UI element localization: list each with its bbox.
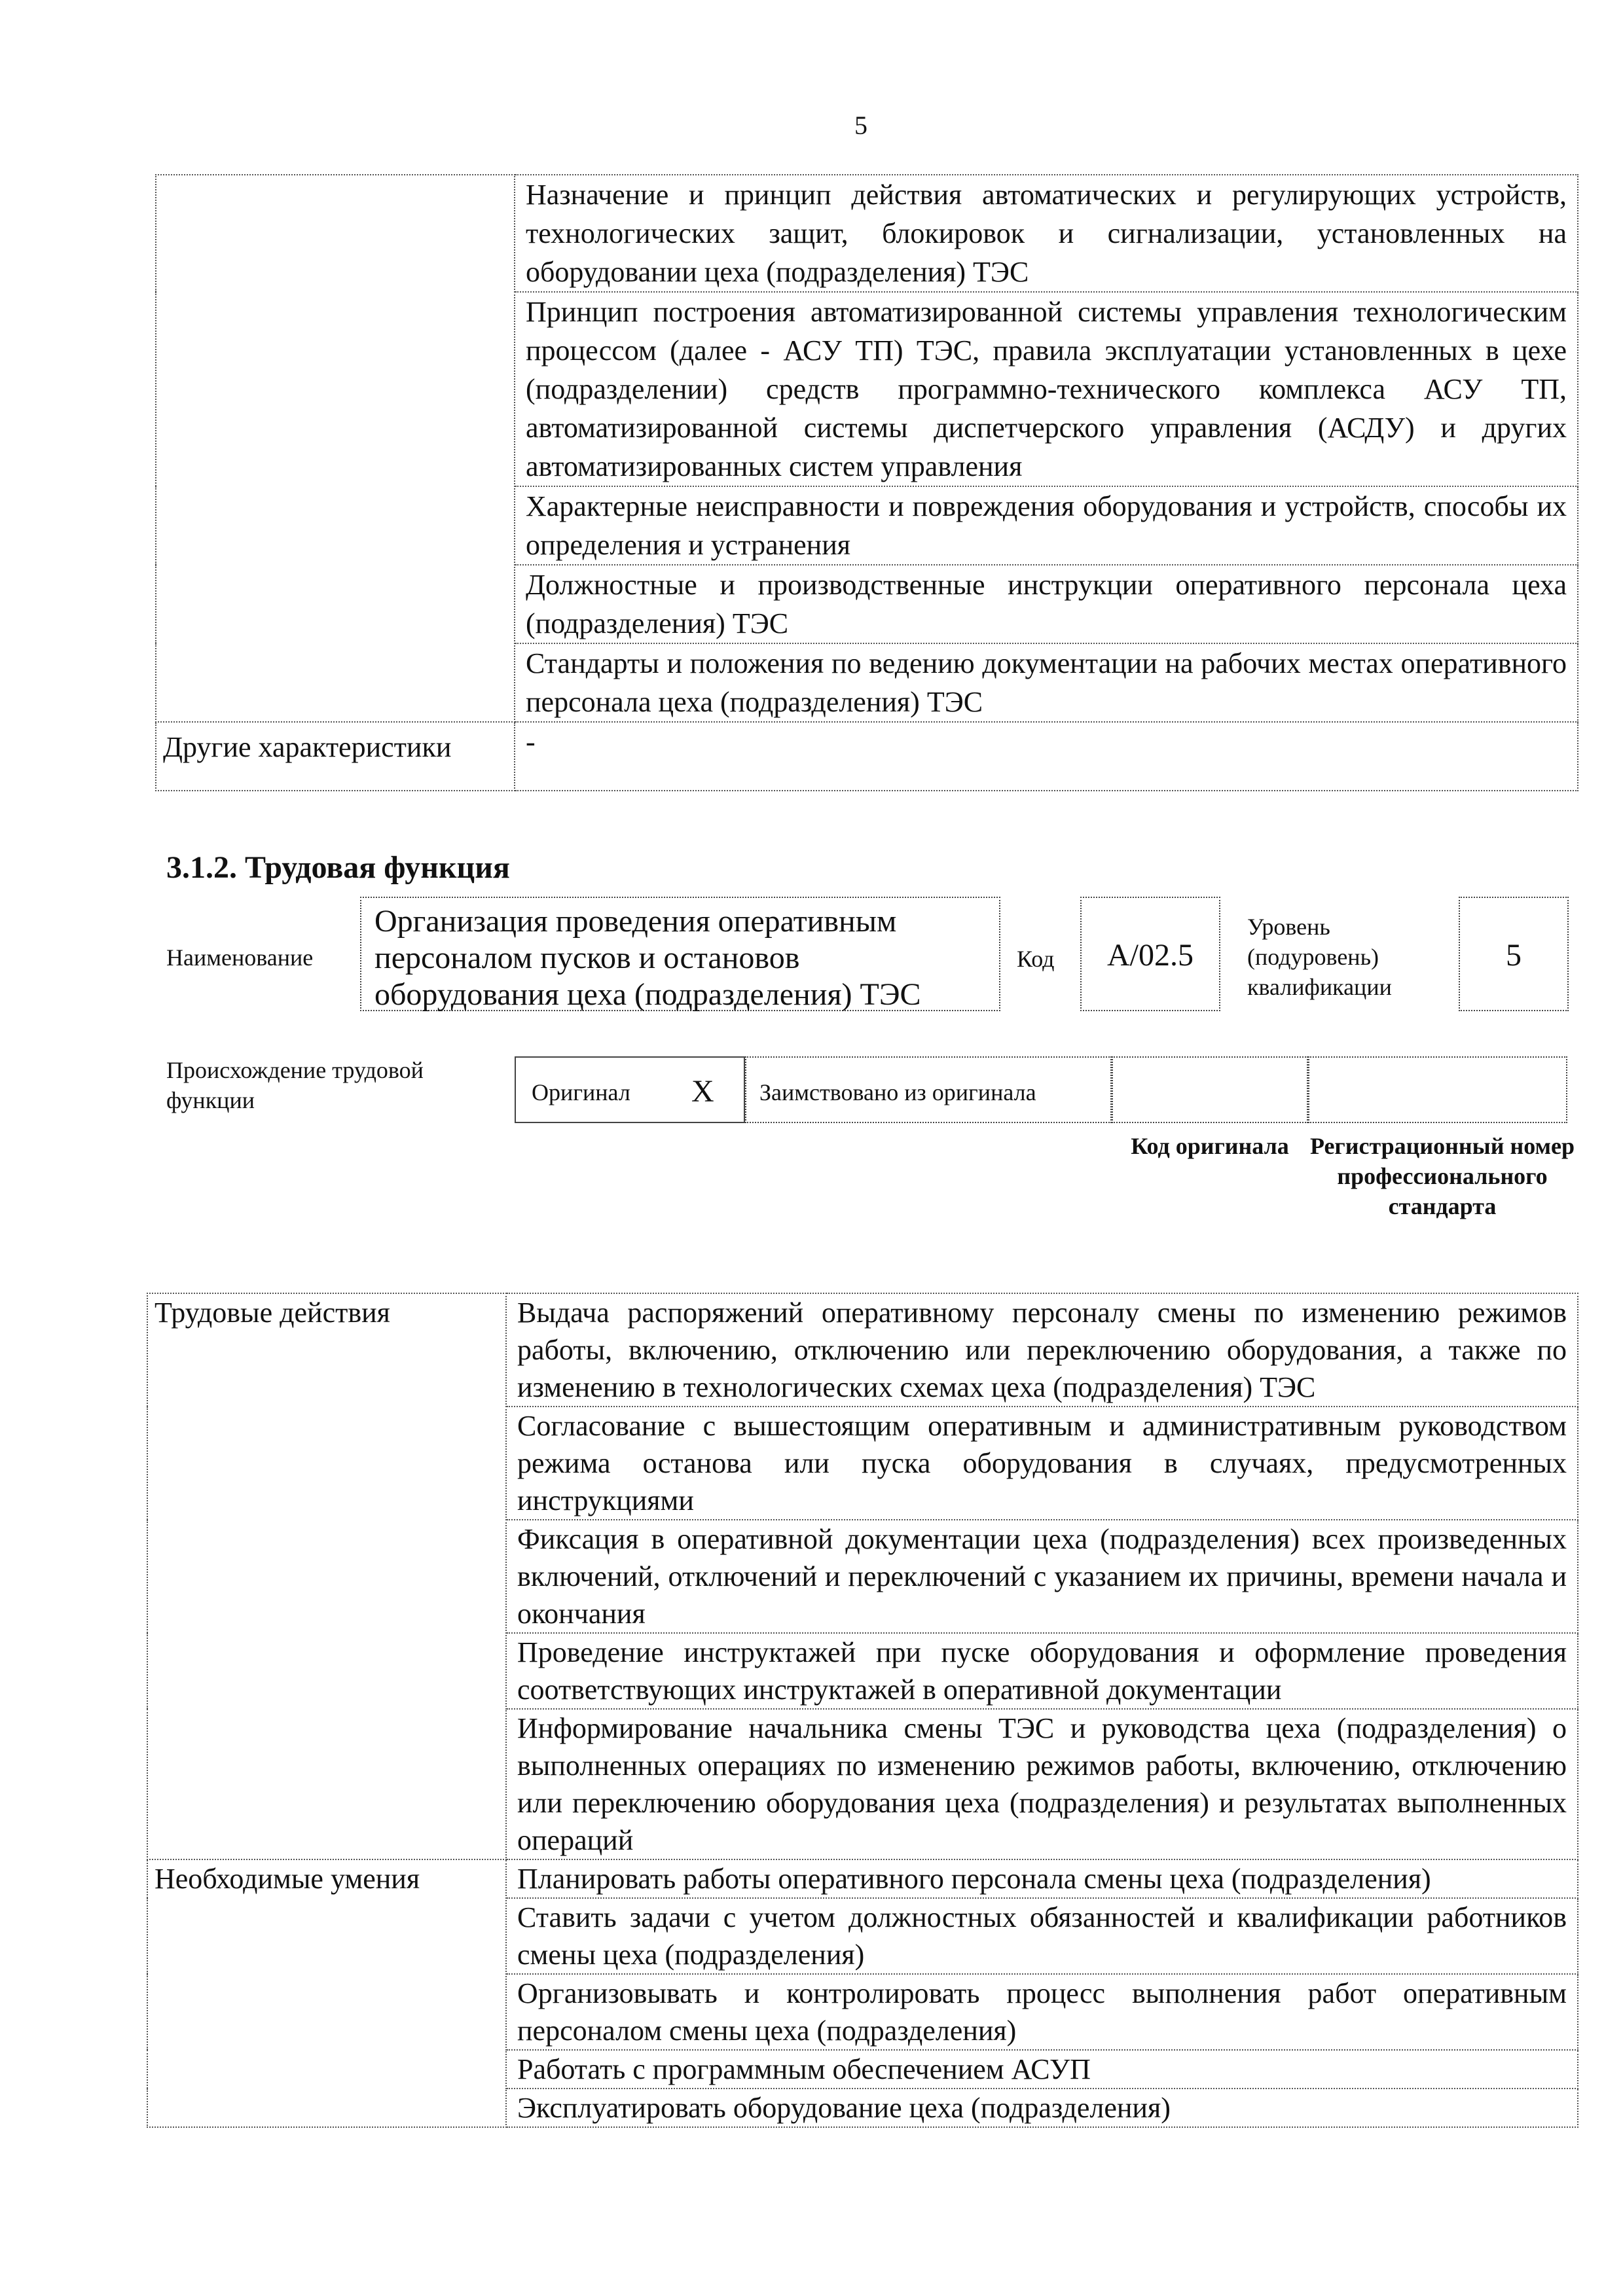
borrowed-cell bbox=[745, 1056, 1112, 1123]
name-box bbox=[360, 897, 1000, 1011]
labor-action-item: Согласование с вышестоящим оперативным и административным руководством режима останова или пуска оборудования в случаях, предусмотренных инструкциями bbox=[506, 1407, 1578, 1520]
actions-skills-table bbox=[147, 1293, 1578, 2128]
other-characteristics-label: Другие характеристики bbox=[156, 722, 515, 791]
skill-item: Ставить задачи с учетом должностных обязанностей и квалификации работников смены цеха (подразделения) bbox=[506, 1898, 1578, 1974]
required-skills-label: Необходимые умения bbox=[147, 1859, 506, 2127]
level-box bbox=[1459, 897, 1569, 1011]
original-mark: X bbox=[691, 1074, 714, 1109]
skill-item: Эксплуатировать оборудование цеха (подразделения) bbox=[506, 2089, 1578, 2127]
borrowed-label: Заимствовано из оригинала bbox=[759, 1079, 1036, 1105]
registration-number-caption: Регистрационный номер профессионального стандарта bbox=[1309, 1133, 1575, 1219]
labor-action-item: Информирование начальника смены ТЭС и руководства цеха (подразделения) о выполненных операциях по изменению режимов работы, включению, отключению или переключению оборудования цеха (подразделения) и результатах выполненных операций bbox=[506, 1709, 1578, 1859]
knowledge-item: Стандарты и положения по ведению документации на рабочих местах оперативного персонала цеха (подразделения) ТЭС bbox=[515, 643, 1578, 722]
code-value: А/02.5 bbox=[1107, 938, 1194, 973]
level-label: Уровень (подуровень) квалификации bbox=[1247, 914, 1392, 1000]
knowledge-table bbox=[155, 174, 1578, 791]
page-number: 5 bbox=[854, 111, 867, 140]
level-value: 5 bbox=[1506, 938, 1522, 973]
name-label: Наименование bbox=[166, 944, 314, 971]
section-title: 3.1.2. Трудовая функция bbox=[166, 850, 510, 885]
labor-action-item: Выдача распоряжений оперативному персоналу смены по изменению режимов работы, включению, отключению или переключению оборудования, а также по изменению в технологических схемах цеха (подразделения) ТЭС bbox=[506, 1293, 1578, 1407]
original-cell bbox=[515, 1056, 745, 1123]
skill-item: Организовывать и контролировать процесс выполнения работ оперативным персоналом смены цеха (подразделения) bbox=[506, 1974, 1578, 2050]
labor-action-item: Фиксация в оперативной документации цеха (подразделения) всех произведенных включений, отключений и переключений с указанием их причины, времени начала и окончания bbox=[506, 1520, 1578, 1633]
knowledge-label-cell bbox=[156, 175, 515, 722]
knowledge-item: Принцип построения автоматизированной системы управления технологическим процессом (далее - АСУ ТП) ТЭС, правила эксплуатации установленных в цехе (подразделении) средств программно-технического комплекса АСУ ТП, автоматизированной системы диспетчерского управления (АСДУ) и других автоматизированных систем управления bbox=[515, 292, 1578, 486]
origin-label: Происхождение трудовой функции bbox=[166, 1057, 424, 1113]
function-name: Организация проведения оперативным персоналом пусков и остановов оборудования цеха (подразделения) ТЭС bbox=[374, 904, 921, 1012]
labor-actions-label: Трудовые действия bbox=[147, 1293, 506, 1859]
skill-item: Планировать работы оперативного персонала смены цеха (подразделения) bbox=[506, 1859, 1578, 1898]
registration-number-cell bbox=[1308, 1056, 1567, 1123]
original-code-caption: Код оригинала bbox=[1131, 1133, 1289, 1159]
knowledge-item: Назначение и принцип действия автоматических и регулирующих устройств, технологических защит, блокировок и сигнализации, установленных на оборудовании цеха (подразделения) ТЭС bbox=[515, 175, 1578, 292]
other-characteristics-value: - bbox=[515, 722, 1578, 791]
code-box bbox=[1080, 897, 1220, 1011]
knowledge-item: Должностные и производственные инструкции оперативного персонала цеха (подразделения) ТЭС bbox=[515, 565, 1578, 643]
labor-action-item: Проведение инструктажей при пуске оборудования и оформление проведения соответствующих инструктажей в оперативной документации bbox=[506, 1633, 1578, 1709]
code-label: Код bbox=[1017, 946, 1055, 972]
skill-item: Работать с программным обеспечением АСУП bbox=[506, 2050, 1578, 2089]
original-code-cell bbox=[1112, 1056, 1308, 1123]
knowledge-item: Характерные неисправности и повреждения оборудования и устройств, способы их определения и устранения bbox=[515, 486, 1578, 565]
original-label: Оригинал bbox=[532, 1079, 630, 1105]
